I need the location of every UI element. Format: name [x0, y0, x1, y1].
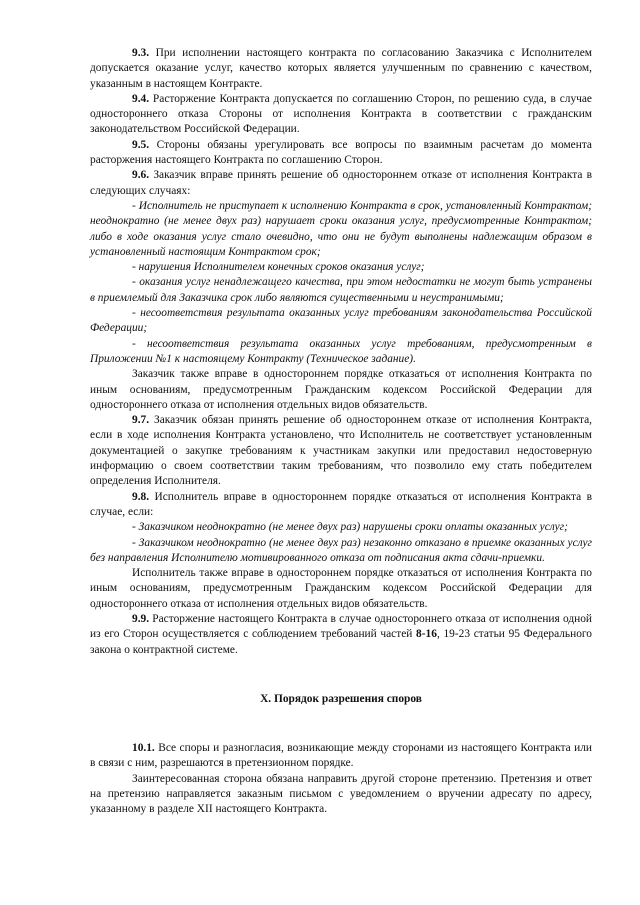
clause-number: 9.7. [132, 414, 150, 427]
clause-9-6-item: - Исполнитель не приступает к исполнению Контракта в срок, установленный Контрактом; неоднократно (не менее двух раз) нарушает сроки оказания услуг, предусмотренные Контрактом; либо в ходе оказания услуг стало очевидно, что они не будут выполнены надлежащим образом в установленный настоящим Контрактом срок; [90, 199, 592, 258]
clause-10-1 [90, 741, 592, 772]
clause-number: 10.1. [132, 742, 155, 755]
clause-number: 9.8. [132, 490, 150, 503]
clause-9-8 [90, 490, 592, 521]
clause-9-7 [90, 413, 592, 489]
clause-9-6-item: - оказания услуг ненадлежащего качества, при этом недостатки не могут быть устранены в приемлемый для Заказчика срок либо являются существенными и неустранимыми; [90, 276, 592, 304]
clause-9-8-item: - Заказчиком неоднократно (не менее двух раз) нарушены сроки оплаты оказанных услуг; [132, 521, 568, 534]
clause-text: Расторжение Контракта допускается по соглашению Сторон, по решению суда, в случае одностороннего отказа Стороны от исполнения Контракта в соответствии с гражданским законодательством Российской Федерации. [90, 92, 592, 136]
clause-text: Все споры и разногласия, возникающие между сторонами из настоящего Контракта или в связи с ним, разрешаются в претензионном порядке. [90, 742, 592, 770]
clause-9-6-item: - несоответствия результата оказанных услуг требованиям, предусмотренным в Приложении №1 к настоящему Контракту (Техническое задание). [90, 337, 592, 365]
document-body [90, 46, 592, 818]
clause-text: Заказчик вправе принять решение об одностороннем отказе от исполнения Контракта в следующих случаях: [90, 169, 592, 197]
clause-10-1-tail: Заинтересованная сторона обязана направить другой стороне претензию. Претензия и ответ на претензию направляется заказным письмом с уведомлением о вручении адресату по адресу, указанному в разделе XII настоящего Контракта. [90, 772, 592, 816]
clause-parts-bold: 8-16 [416, 628, 437, 641]
clause-text: , 19-23 статьи 95 Федерального закона о контрактной системе. [90, 628, 592, 656]
clause-number: 9.3. [132, 47, 150, 59]
clause-9-3 [90, 46, 592, 92]
clause-text: Стороны обязаны урегулировать все вопросы по взаимным расчетам до момента расторжения настоящего Контракта по соглашению Сторон. [90, 138, 592, 167]
clause-text: Исполнитель вправе в одностороннем порядке отказаться от исполнения Контракта в случае, если: [90, 490, 592, 518]
clause-9-5 [90, 138, 592, 169]
clause-text: При исполнении настоящего контракта по согласованию Заказчика с Исполнителем допускается оказание услуг, качество которых является улучшенным по сравнению с качеством, указанным в настоящем Контракте. [90, 47, 592, 90]
clause-9-4 [90, 92, 592, 138]
clause-9-8-item: - Заказчиком неоднократно (не менее двух раз) незаконно отказано в приемке оказанных услуг без направления Исполнителю мотивированного отказа от подписания акта сдачи-приемки. [90, 536, 592, 564]
clause-text: Расторжение настоящего Контракта в случае одностороннего отказа от исполнения одной из его Сторон осуществляется с соблюдением требований частей [90, 612, 592, 641]
clause-9-9 [90, 612, 592, 658]
clause-9-6-item: - несоответствия результата оказанных услуг требованиям законодательства Российской Федерации; [90, 307, 592, 335]
clause-number: 9.6. [132, 169, 150, 182]
clause-number: 9.9. [132, 612, 150, 625]
clause-text: Заказчик обязан принять решение об одностороннем отказе от исполнения Контракта, если в ходе исполнения Контракта установлено, что Исполнитель не соответствует установленным документацией о закупке требованиям к участникам закупки или предоставил недостоверную информацию о своем соответствии таким требованиям, что позволило ему стать победителем определения Исполнителя. [90, 414, 592, 488]
clause-9-6 [90, 168, 592, 199]
clause-9-6-tail: Заказчик также вправе в одностороннем порядке отказаться от исполнения Контракта по иным основаниям, предусмотренным Гражданским кодексом Российской Федерации для одностороннего отказа от исполнения отдельных видов обязательств. [90, 368, 592, 411]
clause-number: 9.5. [132, 138, 150, 151]
clause-9-6-item: - нарушения Исполнителем конечных сроков оказания услуг; [132, 261, 425, 274]
clause-number: 9.4. [132, 92, 150, 105]
section-heading: X. Порядок разрешения споров [260, 692, 422, 705]
clause-9-8-tail: Исполнитель также вправе в одностороннем порядке отказаться от исполнения Контракта по иным основаниям, предусмотренным Гражданским кодексом Российской Федерации для одностороннего отказа от исполнения отдельных видов обязательств. [90, 567, 592, 610]
